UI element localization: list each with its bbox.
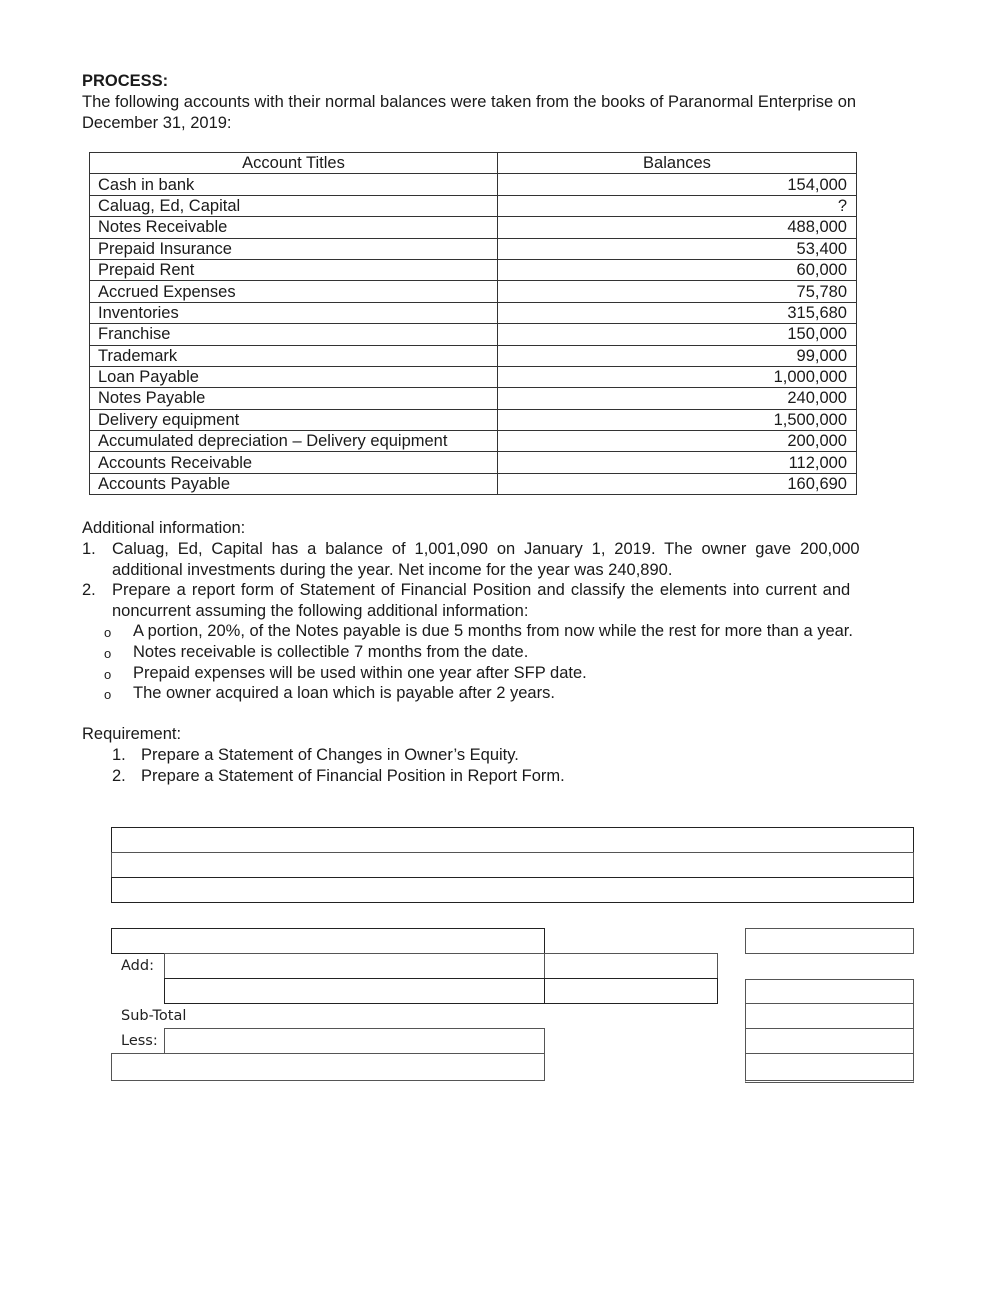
account-title: Caluag, Ed, Capital	[90, 195, 498, 216]
add-label: Add:	[121, 958, 154, 974]
table-row	[90, 238, 857, 259]
info-item-1-line-1: Caluag, Ed, Capital has a balance of 1,001,090 on January 1, 2019. The owner gave 200,000	[112, 540, 860, 558]
beginning-capital-label-input[interactable]	[111, 928, 545, 954]
additional-info-heading: Additional information:	[82, 519, 246, 537]
bullet-icon: o	[104, 646, 112, 661]
table-row	[90, 388, 857, 409]
account-title: Accumulated depreciation – Delivery equipment	[90, 431, 498, 452]
add-item-1-amount-input[interactable]	[544, 953, 718, 979]
account-balance: 200,000	[498, 431, 857, 452]
table-row	[90, 431, 857, 452]
account-title: Loan Payable	[90, 366, 498, 387]
requirement-2-number: 2.	[112, 767, 126, 785]
account-balance: 112,000	[498, 452, 857, 473]
table-row	[90, 452, 857, 473]
less-item-label-input[interactable]	[164, 1028, 545, 1054]
requirement-heading: Requirement:	[82, 725, 182, 743]
intro-text-line-1: The following accounts with their normal balances were taken from the books of Paranormal Enterprise on	[82, 93, 857, 111]
requirement-2-text: Prepare a Statement of Financial Position in Report Form.	[141, 767, 565, 785]
bullet-item-4: The owner acquired a loan which is payable after 2 years.	[133, 684, 555, 702]
bullet-icon: o	[104, 687, 112, 702]
account-title: Delivery equipment	[90, 409, 498, 430]
account-balance: 60,000	[498, 259, 857, 280]
intro-text-line-2: December 31, 2019:	[82, 114, 232, 132]
add-item-2-amount-input[interactable]	[544, 978, 718, 1004]
statement-heading-input-3[interactable]	[111, 877, 914, 903]
less-label: Less:	[121, 1033, 158, 1049]
info-item-2-number: 2.	[82, 581, 96, 599]
bullet-icon: o	[104, 625, 112, 640]
account-title: Trademark	[90, 345, 498, 366]
statement-heading-input-2[interactable]	[111, 852, 914, 878]
less-amount-input[interactable]	[745, 1028, 914, 1054]
account-title: Prepaid Insurance	[90, 238, 498, 259]
account-balance: 160,690	[498, 473, 857, 494]
account-balance: ?	[498, 195, 857, 216]
table-row	[90, 217, 857, 238]
table-row	[90, 324, 857, 345]
account-title: Accounts Payable	[90, 473, 498, 494]
table-row	[90, 409, 857, 430]
account-title: Accounts Receivable	[90, 452, 498, 473]
bullet-item-2: Notes receivable is collectible 7 months from the date.	[133, 643, 529, 661]
table-row	[90, 259, 857, 280]
account-balance: 1,000,000	[498, 366, 857, 387]
beginning-capital-amount-input[interactable]	[745, 928, 914, 954]
add-item-1-label-input[interactable]	[164, 953, 545, 979]
subtotal-label: Sub-Total	[121, 1008, 187, 1024]
account-balance: 315,680	[498, 302, 857, 323]
accounts-table	[89, 152, 857, 495]
info-item-2-line-2: noncurrent assuming the following additional information:	[112, 602, 529, 620]
account-title: Accrued Expenses	[90, 281, 498, 302]
ending-capital-amount-input[interactable]	[745, 1053, 914, 1083]
account-balance: 488,000	[498, 217, 857, 238]
info-item-1-line-2: additional investments during the year. Net income for the year was 240,890.	[112, 561, 673, 579]
statement-heading-input-1[interactable]	[111, 827, 914, 853]
account-title: Notes Receivable	[90, 217, 498, 238]
account-balance: 1,500,000	[498, 409, 857, 430]
account-title: Cash in bank	[90, 174, 498, 195]
bullet-icon: o	[104, 667, 112, 682]
account-title: Prepaid Rent	[90, 259, 498, 280]
section-title: PROCESS:	[82, 72, 169, 90]
account-title: Inventories	[90, 302, 498, 323]
ending-capital-label-input[interactable]	[111, 1053, 545, 1081]
table-row	[90, 281, 857, 302]
account-title: Franchise	[90, 324, 498, 345]
table-row	[90, 345, 857, 366]
subtotal-amount-input[interactable]	[745, 1003, 914, 1029]
add-item-2-label-input[interactable]	[164, 978, 545, 1004]
requirement-1-number: 1.	[112, 746, 126, 764]
info-item-1-number: 1.	[82, 540, 96, 558]
account-balance: 240,000	[498, 388, 857, 409]
account-balance: 154,000	[498, 174, 857, 195]
requirement-1-text: Prepare a Statement of Changes in Owner’s Equity.	[141, 746, 519, 764]
account-balance: 150,000	[498, 324, 857, 345]
table-row	[90, 366, 857, 387]
account-title: Notes Payable	[90, 388, 498, 409]
bullet-item-1: A portion, 20%, of the Notes payable is due 5 months from now while the rest for more than a year.	[133, 622, 853, 640]
bullet-item-3: Prepaid expenses will be used within one year after SFP date.	[133, 664, 587, 682]
account-balance: 75,780	[498, 281, 857, 302]
table-row	[90, 473, 857, 494]
table-row	[90, 302, 857, 323]
table-row	[90, 195, 857, 216]
table-row	[90, 174, 857, 195]
column-header-account-titles: Account Titles	[90, 153, 498, 174]
total-additions-amount-input[interactable]	[745, 979, 914, 1004]
account-balance: 99,000	[498, 345, 857, 366]
account-balance: 53,400	[498, 238, 857, 259]
column-header-balances: Balances	[498, 153, 857, 174]
info-item-2-line-1: Prepare a report form of Statement of Financial Position and classify the elements into current and	[112, 581, 851, 599]
table-header-row	[90, 153, 857, 174]
